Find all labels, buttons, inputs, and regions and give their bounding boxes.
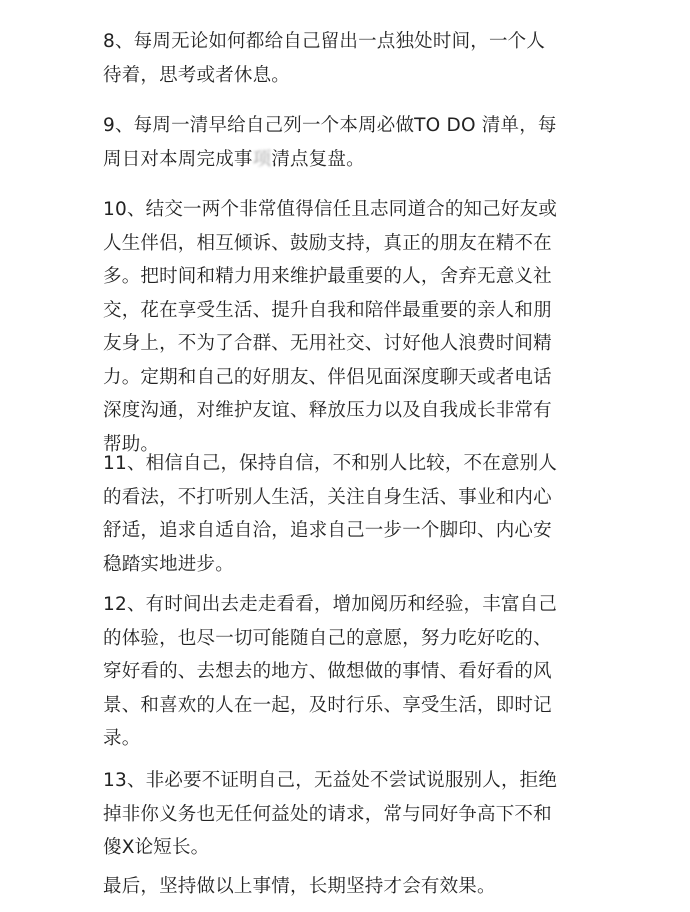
text-line: 掉非你义务也无任何益处的请求，常与同好争高下不和 [103,803,552,825]
text-line: 录。 [103,728,141,749]
text-line: 的体验，也尽一切可能随自己的意愿，努力吃好吃的、 [103,627,552,649]
text-line: 深度沟通，对维护友谊、释放压力以及自我成长非常有 [103,400,552,421]
text-line: 帮助。 [103,433,160,455]
text-line: 11、相信自己，保持自信，不和别人比较，不在意别人 [103,453,558,474]
text-line: 景、和喜欢的人在一起，及时行乐、享受生活，即时记 [103,694,552,716]
text-line: 稳踏实地进步。 [103,553,234,575]
text-line: 穿好看的、去想去的地方、做想做的事情、看好看的风 [103,661,552,682]
paragraph-11 [103,447,603,581]
text-line: 13、非必要不证明自己，无益处不尝试说服别人，拒绝 [103,770,558,791]
text-line: 人生伴侣，相互倾诉、鼓励支持，真正的朋友在精不在 [103,232,552,254]
paragraph-12 [103,588,603,756]
text-line: 舒适，追求自适自洽，追求自己一步一个脚印、内心安 [103,520,552,541]
text-line: 交，花在享受生活、提升自我和陪伴最重要的亲人和朋 [103,299,552,321]
text-line: 8、每周无论如何都给自己留出一点独处时间，一个人 [103,31,546,52]
paragraph-13 [103,764,603,865]
text-line: 友身上，不为了合群、无用社交、讨好他人浪费时间精 [103,333,552,354]
text-segment: 周日对本周完成事 [103,148,253,170]
paragraph-conclusion [103,870,603,904]
text-line: 力。定期和自己的好朋友、伴侣见面深度聊天或者电话 [103,366,552,388]
text-line: 最后，坚持做以上事情，长期坚持才会有效果。 [103,876,496,897]
text-line: 傻X论短长。 [103,837,210,858]
paragraph-9 [103,109,603,176]
text-line: 的看法，不打听别人生活，关注自身生活、事业和内心 [103,486,552,508]
text-segment: 清点复盘。 [271,148,365,170]
paragraph-10 [103,193,603,461]
text-line: 多。把时间和精力用来维护最重要的人，舍弃无意义社 [103,266,552,287]
text-line: 12、有时间出去走走看看，增加阅历和经验，丰富自己 [103,594,558,615]
text-line: 10、结交一两个非常值得信任且志同道合的知己好友或 [103,199,558,220]
paragraph-8 [103,25,603,92]
text-line: 9、每周一清早给自己列一个本周必做TO DO 清单，每 [103,115,557,136]
text-line: 待着，思考或者休息。 [103,64,291,86]
blurred-text: 项 [252,148,272,170]
text-line [103,143,603,177]
